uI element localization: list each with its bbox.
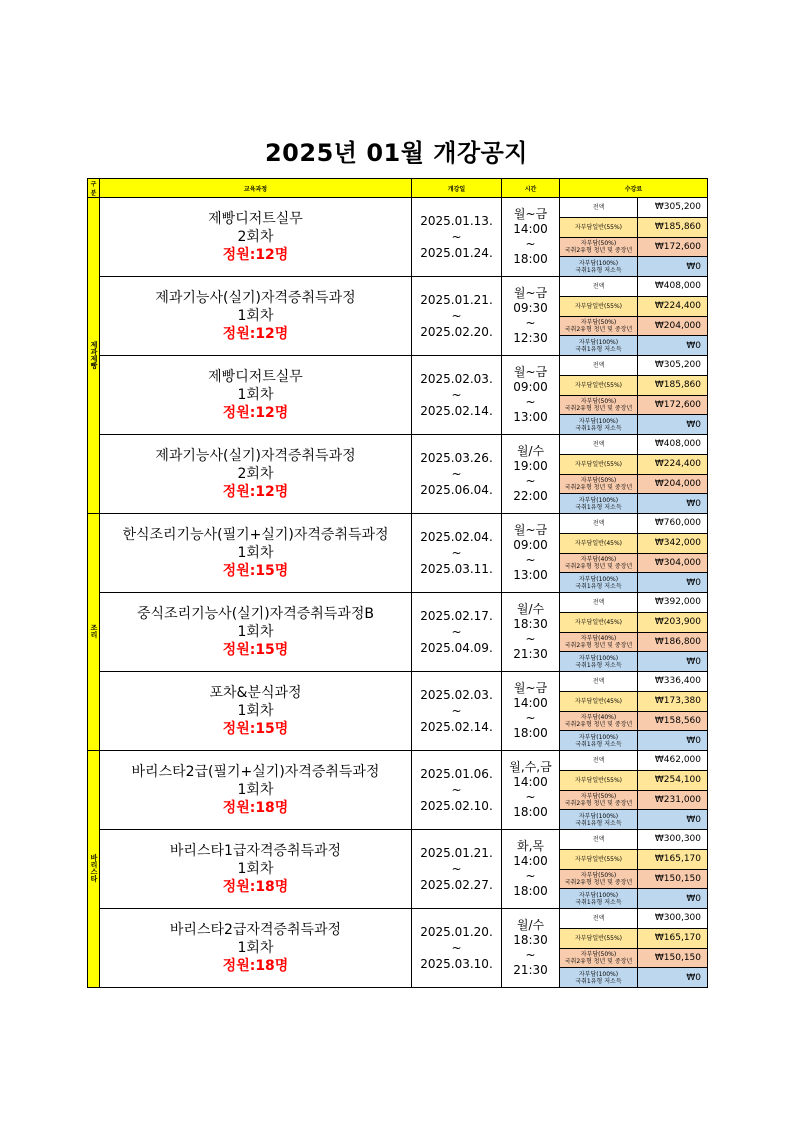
end-time: 18:00: [513, 726, 548, 740]
fee-row: [88, 830, 708, 850]
fee-label-cell: [560, 415, 638, 435]
time-cell: [502, 514, 560, 593]
period-cell: [412, 198, 502, 277]
fee-label: 자부담(100%): [578, 733, 619, 741]
fee-value: ₩172,600: [638, 395, 708, 415]
period-tilde: ~: [451, 783, 462, 797]
time-tilde: ~: [525, 790, 536, 804]
fee-sublabel: 국취2유형 청년 및 중장년: [564, 957, 633, 965]
period-cell: [412, 356, 502, 435]
start-time: 14:00: [513, 696, 548, 710]
fee-label-cell: [560, 869, 638, 889]
fee-sublabel: 국취1유형 저소득: [575, 740, 622, 748]
fee-label: 자부담(100%): [578, 970, 619, 978]
period-cell: [412, 751, 502, 830]
period-tilde: ~: [451, 546, 462, 560]
fee-row: [88, 751, 708, 771]
time-tilde: ~: [525, 474, 536, 488]
period-tilde: ~: [451, 467, 462, 481]
fee-value: ₩150,150: [638, 869, 708, 889]
course-cell: [100, 830, 412, 909]
fee-value: ₩186,800: [638, 632, 708, 652]
course-capacity: 정원:15명: [222, 721, 289, 737]
class-days: 월~금: [513, 681, 548, 695]
course-name: 한식조리기능사(필기+실기)자격증취득과정: [122, 527, 389, 543]
fee-label: 자부담(100%): [578, 259, 619, 267]
fee-value: ₩304,000: [638, 553, 708, 573]
fee-label: 자부담일반(55%): [575, 934, 622, 942]
fee-label-cell: [560, 751, 638, 771]
period-cell: [412, 435, 502, 514]
period-tilde: ~: [451, 625, 462, 639]
fee-row: [88, 593, 708, 613]
fee-label-cell: [560, 711, 638, 731]
end-time: 18:00: [513, 884, 548, 898]
fee-label-cell: [560, 336, 638, 356]
end-date: 2025.02.14.: [420, 404, 493, 418]
end-time: 18:00: [513, 805, 548, 819]
time-tilde: ~: [525, 711, 536, 725]
fee-value: ₩254,100: [638, 770, 708, 790]
fee-label-cell: [560, 928, 638, 948]
fee-label-cell: [560, 849, 638, 869]
fee-label: 자부담(100%): [578, 575, 619, 583]
start-date: 2025.02.03.: [420, 688, 493, 702]
course-name: 포차&분식과정: [209, 685, 302, 701]
period-cell: [412, 830, 502, 909]
fee-value: ₩462,000: [638, 751, 708, 771]
fee-label-cell: [560, 533, 638, 553]
end-time: 21:30: [513, 647, 548, 661]
fee-value: ₩300,300: [638, 909, 708, 929]
fee-value: ₩0: [638, 415, 708, 435]
end-time: 18:00: [513, 252, 548, 266]
time-cell: [502, 277, 560, 356]
fee-row: [88, 672, 708, 692]
course-session: 2회차: [237, 229, 274, 245]
course-name: 바리스타1급자격증취득과정: [169, 843, 342, 859]
period-tilde: ~: [451, 309, 462, 323]
fee-label-cell: [560, 553, 638, 573]
fee-label: 자부담(100%): [578, 654, 619, 662]
course-capacity: 정원:12명: [222, 405, 289, 421]
start-time: 14:00: [513, 854, 548, 868]
fee-label: 자부담(40%): [580, 555, 617, 563]
fee-label: 자부담일반(55%): [575, 381, 622, 389]
fee-value: ₩342,000: [638, 533, 708, 553]
fee-label: 자부담일반(55%): [575, 223, 622, 231]
time-cell: [502, 435, 560, 514]
fee-value: ₩0: [638, 494, 708, 514]
fee-value: ₩203,900: [638, 612, 708, 632]
fee-value: ₩305,200: [638, 356, 708, 376]
course-session: 1회차: [237, 308, 274, 324]
fee-value: ₩158,560: [638, 711, 708, 731]
end-date: 2025.02.20.: [420, 325, 493, 339]
start-date: 2025.01.06.: [420, 767, 493, 781]
course-cell: [100, 909, 412, 988]
table-header-row: [88, 179, 708, 198]
end-time: 12:30: [513, 331, 548, 345]
start-time: 19:00: [513, 459, 548, 473]
start-time: 18:30: [513, 933, 548, 947]
period-cell: [412, 514, 502, 593]
fee-value: ₩165,170: [638, 928, 708, 948]
category-label: 제과제빵: [90, 340, 98, 369]
fee-label: 전액: [592, 519, 605, 527]
fee-label: 전액: [592, 756, 605, 764]
fee-label-cell: [560, 454, 638, 474]
course-name: 제과기능사(실기)자격증취득과정: [155, 448, 356, 464]
start-time: 14:00: [513, 222, 548, 236]
fee-value: ₩0: [638, 652, 708, 672]
class-days: 화,목: [517, 839, 544, 853]
fee-label: 자부담(100%): [578, 812, 619, 820]
fee-label: 자부담(100%): [578, 496, 619, 504]
fee-sublabel: 국취1유형 저소득: [575, 424, 622, 432]
header-time: 시간: [502, 179, 560, 198]
fee-row: [88, 514, 708, 534]
fee-label-cell: [560, 770, 638, 790]
fee-label: 자부담(50%): [580, 792, 617, 800]
fee-value: ₩0: [638, 336, 708, 356]
fee-label-cell: [560, 296, 638, 316]
fee-value: ₩305,200: [638, 198, 708, 218]
fee-label: 자부담일반(55%): [575, 776, 622, 784]
fee-value: ₩760,000: [638, 514, 708, 534]
period-cell: [412, 909, 502, 988]
class-days: 월~금: [513, 523, 548, 537]
fee-row: [88, 198, 708, 218]
course-capacity: 정원:18명: [222, 800, 289, 816]
fee-label: 전액: [592, 914, 605, 922]
fee-label-cell: [560, 474, 638, 494]
course-session: 1회차: [237, 782, 274, 798]
fee-label: 자부담(40%): [580, 713, 617, 721]
course-cell: [100, 277, 412, 356]
fee-label-cell: [560, 672, 638, 692]
fee-label-cell: [560, 889, 638, 909]
fee-label: 자부담(100%): [578, 417, 619, 425]
end-time: 13:00: [513, 568, 548, 582]
fee-label-cell: [560, 948, 638, 968]
course-capacity: 정원:12명: [222, 247, 289, 263]
end-time: 21:30: [513, 963, 548, 977]
start-date: 2025.02.03.: [420, 372, 493, 386]
course-capacity: 정원:15명: [222, 563, 289, 579]
fee-value: ₩0: [638, 810, 708, 830]
fee-value: ₩185,860: [638, 217, 708, 237]
fee-label-cell: [560, 909, 638, 929]
fee-label-cell: [560, 198, 638, 218]
course-name: 바리스타2급자격증취득과정: [169, 922, 342, 938]
fee-label: 자부담(50%): [580, 950, 617, 958]
fee-label-cell: [560, 810, 638, 830]
time-tilde: ~: [525, 316, 536, 330]
start-time: 09:00: [513, 538, 548, 552]
period-tilde: ~: [451, 941, 462, 955]
class-days: 월/수: [516, 444, 545, 458]
start-time: 09:30: [513, 301, 548, 315]
fee-sublabel: 국취2유형 청년 및 중장년: [564, 720, 633, 728]
fee-sublabel: 국취2유형 청년 및 중장년: [564, 325, 633, 333]
end-date: 2025.03.11.: [420, 562, 493, 576]
header-period: 개강일: [412, 179, 502, 198]
fee-sublabel: 국취2유형 청년 및 중장년: [564, 483, 633, 491]
fee-sublabel: 국취1유형 저소득: [575, 977, 622, 985]
course-schedule-table: [87, 178, 708, 988]
fee-label-cell: [560, 573, 638, 593]
fee-value: ₩224,400: [638, 296, 708, 316]
fee-label-cell: [560, 375, 638, 395]
fee-label: 자부담(40%): [580, 634, 617, 642]
fee-sublabel: 국취2유형 청년 및 중장년: [564, 404, 633, 412]
fee-label: 자부담(50%): [580, 476, 617, 484]
start-date: 2025.03.26.: [420, 451, 493, 465]
end-date: 2025.02.27.: [420, 878, 493, 892]
course-name: 제과기능사(실기)자격증취득과정: [155, 290, 356, 306]
fee-label: 자부담(50%): [580, 318, 617, 326]
end-date: 2025.02.14.: [420, 720, 493, 734]
time-cell: [502, 672, 560, 751]
end-time: 22:00: [513, 489, 548, 503]
fee-label: 자부담일반(55%): [575, 302, 622, 310]
fee-sublabel: 국취1유형 저소득: [575, 819, 622, 827]
fee-label-cell: [560, 652, 638, 672]
fee-row: [88, 435, 708, 455]
category-cell: [88, 514, 100, 751]
course-cell: [100, 672, 412, 751]
fee-label-cell: [560, 790, 638, 810]
fee-label: 전액: [592, 440, 605, 448]
fee-sublabel: 국취2유형 청년 및 중장년: [564, 878, 633, 886]
course-capacity: 정원:12명: [222, 484, 289, 500]
course-session: 1회차: [237, 861, 274, 877]
category-cell: [88, 198, 100, 514]
fee-value: ₩0: [638, 731, 708, 751]
start-date: 2025.02.17.: [420, 609, 493, 623]
page-title: 2025년 01월 개강공지: [264, 139, 528, 167]
time-cell: [502, 198, 560, 277]
fee-label: 전액: [592, 677, 605, 685]
time-tilde: ~: [525, 632, 536, 646]
fee-value: ₩392,000: [638, 593, 708, 613]
start-time: 14:00: [513, 775, 548, 789]
fee-label-cell: [560, 494, 638, 514]
course-cell: [100, 435, 412, 514]
fee-value: ₩408,000: [638, 435, 708, 455]
start-date: 2025.02.04.: [420, 530, 493, 544]
period-tilde: ~: [451, 862, 462, 876]
time-tilde: ~: [525, 395, 536, 409]
category-label: 바리스타: [90, 854, 98, 882]
period-tilde: ~: [451, 704, 462, 718]
fee-value: ₩150,150: [638, 948, 708, 968]
fee-label: 자부담(100%): [578, 891, 619, 899]
start-date: 2025.01.21.: [420, 846, 493, 860]
fee-label-cell: [560, 395, 638, 415]
time-tilde: ~: [525, 948, 536, 962]
fee-label-cell: [560, 277, 638, 297]
fee-label: 전액: [592, 361, 605, 369]
course-capacity: 정원:18명: [222, 958, 289, 974]
end-date: 2025.03.10.: [420, 957, 493, 971]
fee-sublabel: 국취1유형 저소득: [575, 345, 622, 353]
category-cell: [88, 751, 100, 988]
start-time: 09:00: [513, 380, 548, 394]
fee-label: 전액: [592, 203, 605, 211]
fee-label: 자부담일반(45%): [575, 539, 622, 547]
course-name: 제빵디저트실무: [208, 369, 303, 385]
fee-value: ₩204,000: [638, 474, 708, 494]
fee-label: 자부담(100%): [578, 338, 619, 346]
fee-sublabel: 국취1유형 저소득: [575, 582, 622, 590]
class-days: 월,수,금: [509, 760, 552, 774]
fee-value: ₩185,860: [638, 375, 708, 395]
fee-label-cell: [560, 217, 638, 237]
course-capacity: 정원:12명: [222, 326, 289, 342]
fee-value: ₩224,400: [638, 454, 708, 474]
fee-value: ₩0: [638, 889, 708, 909]
start-date: 2025.01.21.: [420, 293, 493, 307]
fee-label-cell: [560, 237, 638, 257]
fee-value: ₩300,300: [638, 830, 708, 850]
fee-value: ₩0: [638, 968, 708, 988]
fee-label-cell: [560, 968, 638, 988]
fee-sublabel: 국취2유형 청년 및 중장년: [564, 562, 633, 570]
time-cell: [502, 909, 560, 988]
time-tilde: ~: [525, 553, 536, 567]
fee-label: 자부담일반(55%): [575, 460, 622, 468]
start-date: 2025.01.20.: [420, 925, 493, 939]
time-cell: [502, 751, 560, 830]
period-cell: [412, 672, 502, 751]
start-date: 2025.01.13.: [420, 214, 493, 228]
time-tilde: ~: [525, 869, 536, 883]
fee-label: 전액: [592, 282, 605, 290]
fee-sublabel: 국취2유형 청년 및 중장년: [564, 246, 633, 254]
class-days: 월/수: [516, 602, 545, 616]
fee-label: 자부담(50%): [580, 397, 617, 405]
fee-value: ₩336,400: [638, 672, 708, 692]
time-cell: [502, 356, 560, 435]
fee-sublabel: 국취1유형 저소득: [575, 661, 622, 669]
course-cell: [100, 198, 412, 277]
fee-label: 자부담(50%): [580, 871, 617, 879]
fee-label-cell: [560, 632, 638, 652]
course-session: 1회차: [237, 703, 274, 719]
fee-label-cell: [560, 356, 638, 376]
fee-label-cell: [560, 316, 638, 336]
fee-value: ₩204,000: [638, 316, 708, 336]
fee-label-cell: [560, 830, 638, 850]
category-label: 조리: [90, 624, 98, 638]
fee-value: ₩172,600: [638, 237, 708, 257]
course-session: 2회차: [237, 466, 274, 482]
time-cell: [502, 593, 560, 672]
fee-sublabel: 국취1유형 저소득: [575, 503, 622, 511]
header-category: 구분: [88, 179, 100, 198]
course-cell: [100, 356, 412, 435]
period-tilde: ~: [451, 230, 462, 244]
course-cell: [100, 593, 412, 672]
period-cell: [412, 277, 502, 356]
course-session: 1회차: [237, 387, 274, 403]
class-days: 월~금: [513, 286, 548, 300]
fee-value: ₩0: [638, 573, 708, 593]
fee-label-cell: [560, 257, 638, 277]
course-cell: [100, 751, 412, 830]
fee-label: 자부담일반(45%): [575, 697, 622, 705]
header-fee: 수강료: [560, 179, 708, 198]
period-tilde: ~: [451, 388, 462, 402]
end-date: 2025.06.04.: [420, 483, 493, 497]
class-days: 월~금: [513, 365, 548, 379]
course-name: 제빵디저트실무: [208, 211, 303, 227]
period-cell: [412, 593, 502, 672]
fee-label: 자부담일반(45%): [575, 618, 622, 626]
course-session: 1회차: [237, 940, 274, 956]
fee-sublabel: 국취2유형 청년 및 중장년: [564, 799, 633, 807]
fee-sublabel: 국취1유형 저소득: [575, 266, 622, 274]
fee-label-cell: [560, 514, 638, 534]
fee-label: 전액: [592, 598, 605, 606]
header-course: 교육과정: [100, 179, 412, 198]
course-session: 1회차: [237, 624, 274, 640]
fee-value: ₩0: [638, 257, 708, 277]
end-date: 2025.04.09.: [420, 641, 493, 655]
fee-row: [88, 909, 708, 929]
fee-value: ₩173,380: [638, 691, 708, 711]
fee-sublabel: 국취2유형 청년 및 중장년: [564, 641, 633, 649]
fee-label-cell: [560, 731, 638, 751]
class-days: 월/수: [516, 918, 545, 932]
fee-value: ₩231,000: [638, 790, 708, 810]
time-cell: [502, 830, 560, 909]
course-name: 바리스타2급(필기+실기)자격증취득과정: [131, 764, 380, 780]
fee-label-cell: [560, 612, 638, 632]
course-capacity: 정원:15명: [222, 642, 289, 658]
fee-row: [88, 356, 708, 376]
course-capacity: 정원:18명: [222, 879, 289, 895]
start-time: 18:30: [513, 617, 548, 631]
class-days: 월~금: [513, 207, 548, 221]
fee-sublabel: 국취1유형 저소득: [575, 898, 622, 906]
course-cell: [100, 514, 412, 593]
course-session: 1회차: [237, 545, 274, 561]
course-name: 중식조리기능사(실기)자격증취득과정B: [137, 606, 374, 622]
fee-label: 전액: [592, 835, 605, 843]
end-date: 2025.02.10.: [420, 799, 493, 813]
fee-label-cell: [560, 593, 638, 613]
fee-label-cell: [560, 435, 638, 455]
fee-label-cell: [560, 691, 638, 711]
fee-value: ₩165,170: [638, 849, 708, 869]
fee-label: 자부담일반(55%): [575, 855, 622, 863]
end-date: 2025.01.24.: [420, 246, 493, 260]
time-tilde: ~: [525, 237, 536, 251]
end-time: 13:00: [513, 410, 548, 424]
fee-label: 자부담(50%): [580, 239, 617, 247]
fee-value: ₩408,000: [638, 277, 708, 297]
fee-row: [88, 277, 708, 297]
